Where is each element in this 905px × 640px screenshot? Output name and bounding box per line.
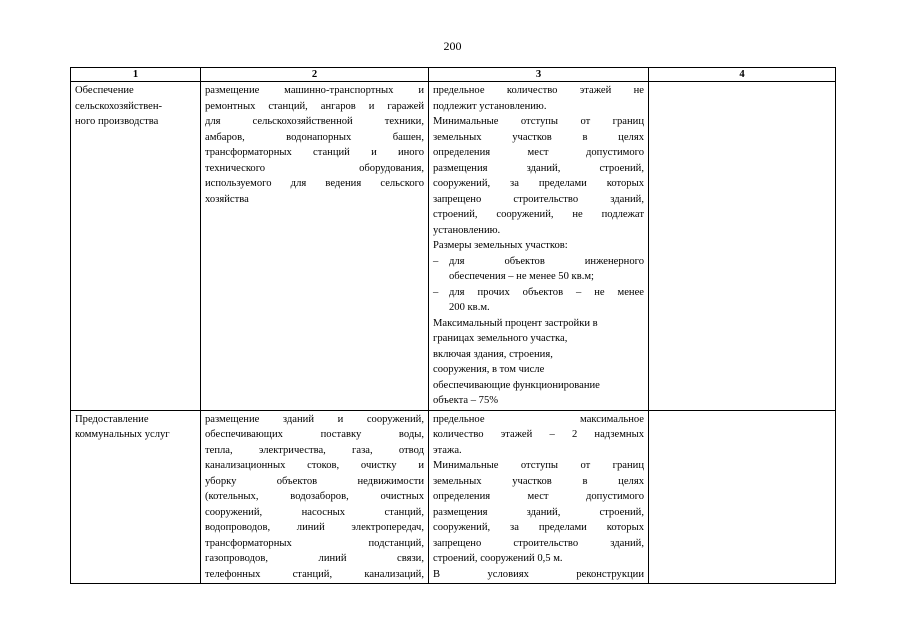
dash-marker: – <box>433 286 439 298</box>
cell-line: объекта – 75% <box>433 395 499 406</box>
cell-line: сельскохозяйствен- <box>75 100 163 112</box>
cell-line: предельное максимальное <box>433 413 644 425</box>
list-item <box>433 285 644 301</box>
row-1-use-type <box>71 82 201 411</box>
cell-line: размещения зданий, строений, <box>433 162 644 174</box>
row-2-description <box>201 410 429 584</box>
cell-line: определения мест допустимого <box>433 491 644 502</box>
cell-line: предельное количество этажей не <box>433 85 644 96</box>
row-1-description <box>201 82 429 411</box>
page-number: 200 <box>443 39 462 53</box>
land-use-table <box>70 67 836 584</box>
cell-line: строений, сооружений, не подлежат <box>433 209 644 220</box>
cell-line: коммунальных услуг <box>75 429 170 440</box>
cell-line: для сельскохозяйственной техники, <box>205 116 424 127</box>
header-cell-4: 4 <box>649 68 836 82</box>
cell-line: уборку объектов недвижимости <box>205 475 424 487</box>
header-cell-1: 1 <box>71 68 201 82</box>
cell-line: ного производства <box>75 116 159 127</box>
row-1-notes <box>649 82 836 411</box>
cell-line: включая здания, строения, <box>433 348 553 360</box>
cell-line: сооружений, за пределами которых <box>433 522 644 533</box>
cell-line: для прочих объектов – не менее <box>449 286 644 298</box>
cell-line: границах земельного участка, <box>433 333 568 344</box>
cell-line: сооружений, насосных станций, <box>205 506 424 518</box>
row-2-parameters <box>429 410 649 584</box>
cell-line: запрещено строительство зданий, <box>433 537 644 549</box>
cell-line: обеспечивающих поставку воды, <box>205 429 424 440</box>
header-cell-3: 3 <box>429 68 649 82</box>
dash-marker: – <box>433 255 439 267</box>
cell-line: размещение зданий и сооружений, <box>205 413 424 425</box>
cell-line: трансформаторных станций и иного <box>205 147 424 158</box>
cell-line: канализационных стоков, очистку и <box>205 460 424 471</box>
cell-line: Размеры земельных участков: <box>433 240 568 251</box>
header-cell-2: 2 <box>201 68 429 82</box>
cell-line: сооружения, в том числе <box>433 364 545 375</box>
list-item <box>433 254 644 270</box>
cell-line: Предоставление <box>75 413 149 425</box>
cell-line: определения мест допустимого <box>433 147 644 158</box>
cell-line: газопроводов, линий связи, <box>205 553 424 564</box>
cell-line: Минимальные отступы от границ <box>433 460 644 471</box>
cell-line: для объектов инженерного <box>449 255 644 267</box>
cell-line: Минимальные отступы от границ <box>433 116 644 127</box>
cell-line: строений, сооружений 0,5 м. <box>433 553 563 564</box>
cell-line: амбаров, водонапорных башен, <box>205 131 424 143</box>
cell-line: телефонных станций, канализаций, <box>205 568 424 580</box>
row-2-use-type <box>71 410 201 584</box>
cell-line: размещения зданий, строений, <box>433 506 644 518</box>
cell-line: водопроводов, линий электропередач, <box>205 522 424 533</box>
cell-line: размещение машинно-транспортных и <box>205 85 424 96</box>
cell-line: (котельных, водозаборов, очистных <box>205 491 424 502</box>
cell-line: земельных участков в целях <box>433 475 644 487</box>
cell-line: подлежит установлению. <box>433 100 547 112</box>
cell-line: ремонтных станций, ангаров и гаражей <box>205 100 424 112</box>
cell-line: трансформаторных подстанций, <box>205 537 424 549</box>
cell-line: этажа. <box>433 444 462 456</box>
row-1-parameters <box>429 82 649 411</box>
cell-line: обеспечения – не менее 50 кв.м; <box>449 271 594 282</box>
table-row <box>71 410 836 584</box>
row-2-notes <box>649 410 836 584</box>
cell-line: земельных участков в целях <box>433 131 644 143</box>
cell-line: В условиях реконструкции <box>433 568 644 580</box>
cell-line: тепла, электричества, газа, отвод <box>205 444 424 456</box>
cell-line: Максимальный процент застройки в <box>433 317 598 329</box>
cell-line: 200 кв.м. <box>449 302 490 313</box>
table-row <box>71 82 836 411</box>
cell-line: используемого для ведения сельского <box>205 178 424 189</box>
cell-line: сооружений, за пределами которых <box>433 178 644 189</box>
cell-line: установлению. <box>433 224 501 236</box>
table-header-row <box>71 68 836 82</box>
cell-line: технического оборудования, <box>205 162 424 174</box>
cell-line: запрещено строительство зданий, <box>433 193 644 205</box>
cell-line: хозяйства <box>205 193 249 205</box>
cell-line: обеспечивающие функционирование <box>433 379 600 391</box>
cell-line: Обеспечение <box>75 85 134 96</box>
cell-line: количество этажей – 2 надземных <box>433 429 644 440</box>
